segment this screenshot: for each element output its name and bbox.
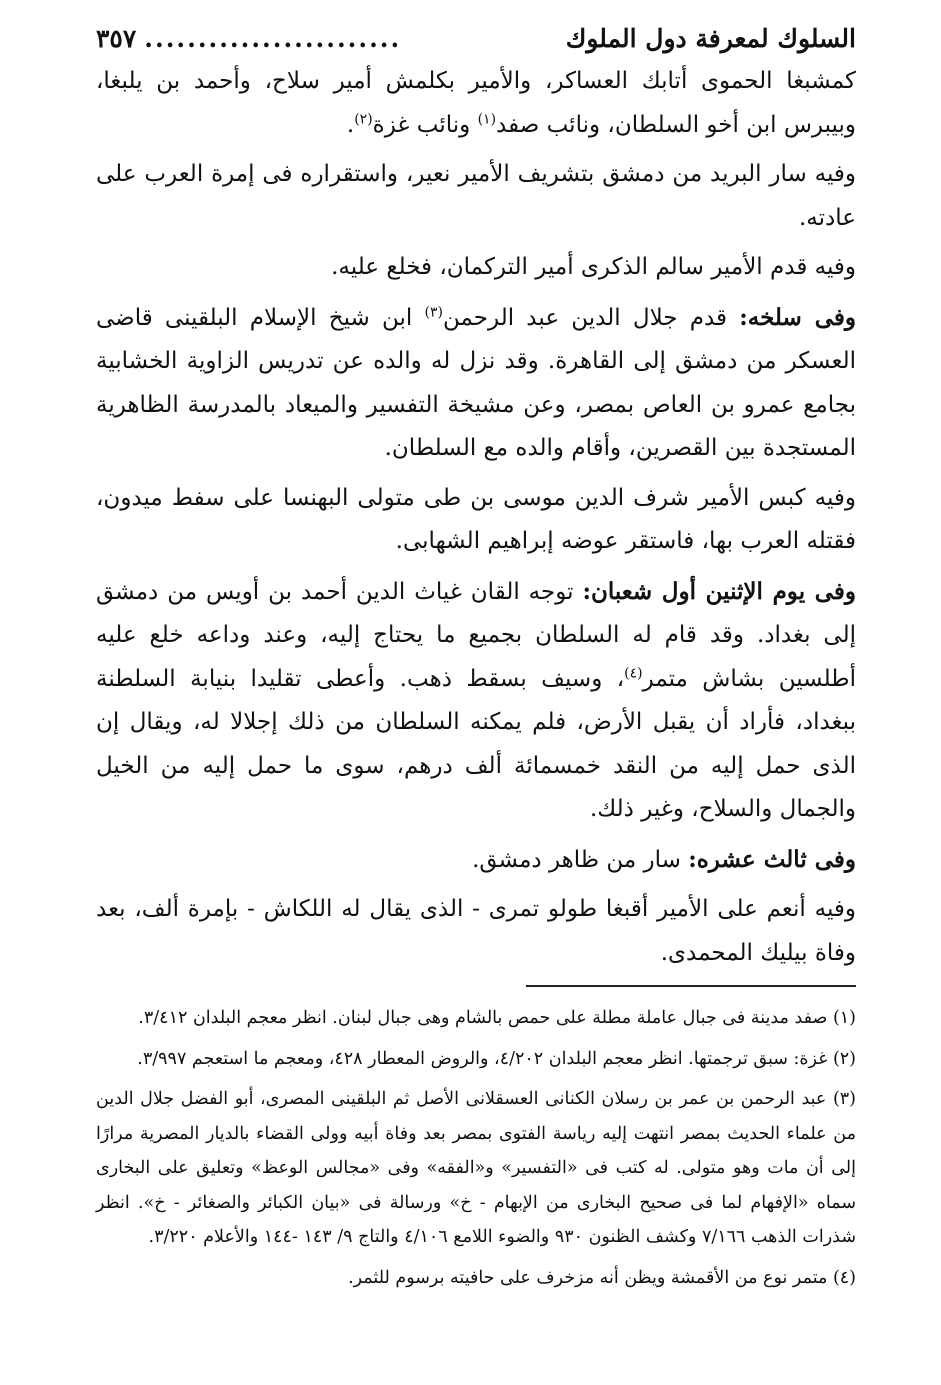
footnote-text: غزة: سبق ترجمتها. انظر معجم البلدان ٤/٢٠٢، والروض المعطار ٤٢٨، ومعجم ما استعجم ٣/٩٩٧. (137, 1048, 833, 1069)
paragraph-text: ونائب غزة (372, 111, 478, 138)
footnote-3 (96, 1082, 856, 1255)
paragraph-3 (96, 246, 856, 290)
footnote-text: متمر نوع من الأقمشة ويظن أنه مزخرف على حافيته برسوم للثمر. (348, 1267, 833, 1288)
footnote-4 (96, 1261, 856, 1296)
running-header (96, 22, 856, 60)
paragraph-text: ابن شيخ الإسلام البلقينى قاضى العسكر من دمشق إلى القاهرة. وقد نزل له والده عن تدريس الزاوية الخشابية بجامع عمرو بن العاص بمصر، وعن مشيخة التفسير والميعاد بالمدرسة الظاهرية المستجدة بين القصرين، وأقام والده مع السلطان. (96, 304, 856, 461)
header-dot-leader: ........................ (144, 24, 402, 53)
footnote-ref: (٣) (424, 303, 443, 320)
book-page (96, 22, 856, 1301)
footnote-separator (526, 985, 856, 987)
paragraph-text: وفيه سار البريد من دمشق بتشريف الأمير نعير، واستقراره فى إمرة العرب على عادته. (96, 161, 856, 231)
footnote-text: عبد الرحمن بن عمر بن رسلان الكنانى العسقلانى الأصل ثم البلقينى المصرى، أبو الفضل جلال الدين من علماء الحديث بمصر انتهت إليه رياسة الفتوى بمصر بعد وفاة أبيه وولى القضاء بالديار المصرية مرارًا إلى أن مات وهو متولى. له كتب فى «التفسير» و«الفقه» وفى «مجالس الوعظ» وتعليق على البخارى سماه «الإفهام لما فى صحيح البخارى من الإبهام - خ» ورسالة فى «بيان الكبائر والصغائر - خ». انظر شذرات الذهب ٧/١٦٦ وكشف الظنون ٩٣٠ والضوء اللامع ٤/١٠٦ والتاج ٩/ ١٤٣ -١٤٤ والأعلام ٣/٢٢٠. (96, 1089, 856, 1247)
paragraph-text: وفيه أنعم على الأمير أقبغا طولو تمرى - الذى يقال له اللكاش - بإمرة ألف، بعد وفاة بيليك المحمدى. (96, 896, 856, 966)
paragraph-text: . (346, 111, 355, 138)
paragraph-1 (96, 60, 856, 147)
footnote-number: (٢) (832, 1048, 856, 1069)
paragraph-7 (96, 838, 856, 883)
footnote-ref: (٢) (354, 110, 373, 127)
footnote-number: (٣) (832, 1089, 856, 1109)
footnote-number: (٤) (832, 1267, 856, 1288)
paragraph-text: كمشبغا الحموى أتابك العساكر، والأمير بكلمش أمير سلاح، وأحمد بن يلبغا، وبيبرس ابن أخو السلطان، ونائب صفد (96, 68, 856, 138)
paragraph-text: سار من ظاهر دمشق. (472, 846, 689, 873)
paragraph-lead: وفى يوم الإثنين أول شعبان: (582, 577, 856, 605)
paragraph-6 (96, 570, 856, 832)
paragraph-2 (96, 153, 856, 240)
paragraph-4 (96, 296, 856, 471)
paragraph-text: وفيه كبس الأمير شرف الدين موسى بن طى متولى البهنسا على سفط ميدون، فقتله العرب بها، فاستقر عوضه إبراهيم الشهابى. (96, 484, 856, 554)
book-title: السلوك لمعرفة دول الملوك (565, 24, 856, 53)
paragraph-lead: وفى ثالث عشره: (688, 845, 856, 873)
footnote-2 (96, 1042, 856, 1077)
footnotes (96, 1001, 856, 1295)
paragraph-lead: وفى سلخه: (739, 303, 856, 331)
footnote-1 (96, 1001, 856, 1036)
paragraph-8 (96, 888, 856, 975)
footnote-ref: (١) (477, 110, 497, 127)
footnote-number: (١) (832, 1008, 856, 1028)
paragraph-text: وفيه قدم الأمير سالم الذكرى أمير التركمان، فخلع عليه. (331, 254, 856, 280)
paragraph-5 (96, 477, 856, 564)
paragraph-text: قدم جلال الدين عبد الرحمن (442, 304, 740, 331)
page-number: ٣٥٧ (96, 24, 137, 53)
paragraph-text: توجه القان غياث الدين أحمد بن أويس من دمشق إلى بغداد. وقد قام له السلطان بجميع ما يحتاج إليه، وعند وداعه خلع عليه أطلسين بشاش متمر (96, 578, 856, 692)
main-text (96, 60, 856, 975)
footnote-ref: (٤) (624, 664, 643, 681)
footnote-text: صفد مدينة فى جبال عاملة مطلة على حمص بالشام وهى جبال لبنان. انظر معجم البلدان ٣/٤١٢. (138, 1008, 833, 1028)
paragraph-text: ، وسيف بسقط ذهب. وأعطى تقليدا بنيابة السلطنة ببغداد، فأراد أن يقبل الأرض، فلم يمكنه السلطان من ذلك إجلالا له، ويقال إن الذى حمل إليه من النقد خمسمائة ألف درهم، سوى ما حمل إليه من الخيل والجمال والسلاح، وغير ذلك. (96, 665, 856, 822)
